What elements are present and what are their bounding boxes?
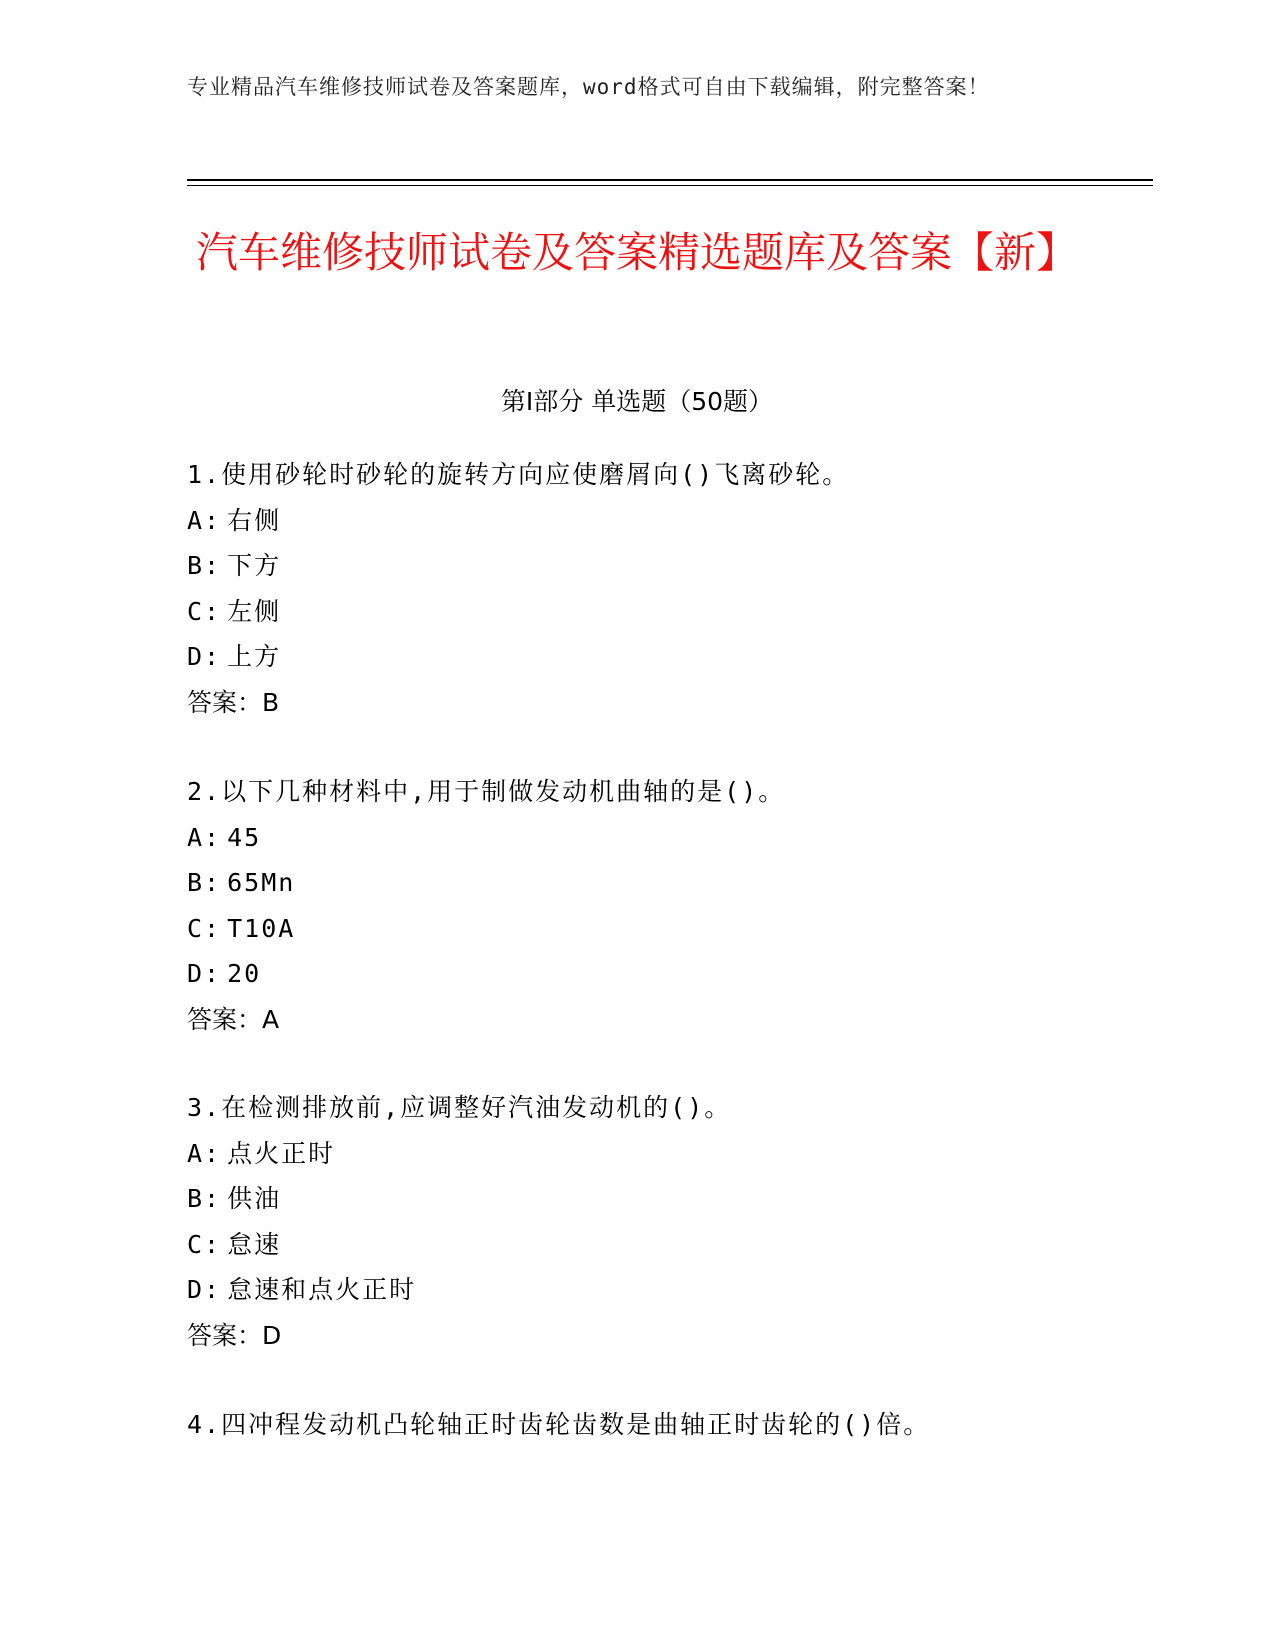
option-d — [187, 634, 1137, 680]
option-text: 怠速和点火正时 — [227, 1275, 417, 1304]
option-text: 怠速 — [227, 1229, 282, 1259]
option-letter: C: — [187, 1229, 222, 1259]
option-c — [187, 589, 1137, 635]
option-text: 下方 — [227, 551, 282, 580]
option-text: 左侧 — [227, 596, 282, 626]
option-d — [187, 1267, 1137, 1313]
option-letter: A: — [187, 505, 222, 535]
option-b — [187, 860, 1137, 906]
option-c — [187, 1222, 1137, 1268]
question-4 — [187, 1402, 1137, 1448]
option-text: 供油 — [227, 1184, 282, 1213]
option-d — [187, 951, 1137, 997]
question-1 — [187, 452, 1137, 725]
option-letter: B: — [187, 868, 222, 897]
option-text: 右侧 — [227, 505, 282, 535]
option-letter: D: — [187, 642, 222, 671]
question-stem: 4.四冲程发动机凸轮轴正时齿轮齿数是曲轴正时齿轮的()倍。 — [187, 1410, 931, 1439]
option-a — [187, 1131, 1137, 1177]
option-b — [187, 543, 1137, 589]
option-letter: D: — [187, 1275, 222, 1304]
question-stem: 1.使用砂轮时砂轮的旋转方向应使磨屑向()飞离砂轮。 — [187, 460, 850, 489]
option-text: 上方 — [227, 642, 282, 671]
question-3 — [187, 1085, 1137, 1358]
option-letter: D: — [187, 959, 222, 988]
option-text: T10A — [227, 913, 296, 943]
option-letter: B: — [187, 551, 222, 580]
answer-line: 答案：D — [187, 1320, 282, 1350]
question-stem: 3.在检测排放前,应调整好汽油发动机的()。 — [187, 1093, 732, 1122]
option-text: 65Mn — [227, 868, 296, 897]
question-stem: 2.以下几种材料中,用于制做发动机曲轴的是()。 — [187, 777, 786, 806]
option-letter: C: — [187, 913, 222, 943]
option-text: 20 — [227, 959, 262, 988]
option-text: 45 — [227, 822, 262, 852]
option-a — [187, 498, 1137, 544]
answer-line: 答案：A — [187, 1004, 280, 1034]
header-divider-thick — [187, 179, 1153, 181]
option-b — [187, 1176, 1137, 1222]
option-letter: A: — [187, 822, 222, 852]
answer-line: 答案：B — [187, 687, 280, 717]
option-letter: C: — [187, 596, 222, 626]
header-note: 专业精品汽车维修技师试卷及答案题库，word格式可自由下载编辑，附完整答案！ — [187, 75, 990, 99]
option-letter: B: — [187, 1184, 222, 1213]
option-c — [187, 906, 1137, 952]
document-title: 汽车维修技师试卷及答案精选题库及答案【新】 — [195, 228, 1078, 277]
section-title: 第I部分 单选题（50题） — [500, 387, 774, 416]
option-text: 点火正时 — [227, 1138, 336, 1168]
header-divider-thin — [187, 185, 1153, 186]
option-a — [187, 815, 1137, 861]
option-letter: A: — [187, 1138, 222, 1168]
question-2 — [187, 769, 1137, 1042]
